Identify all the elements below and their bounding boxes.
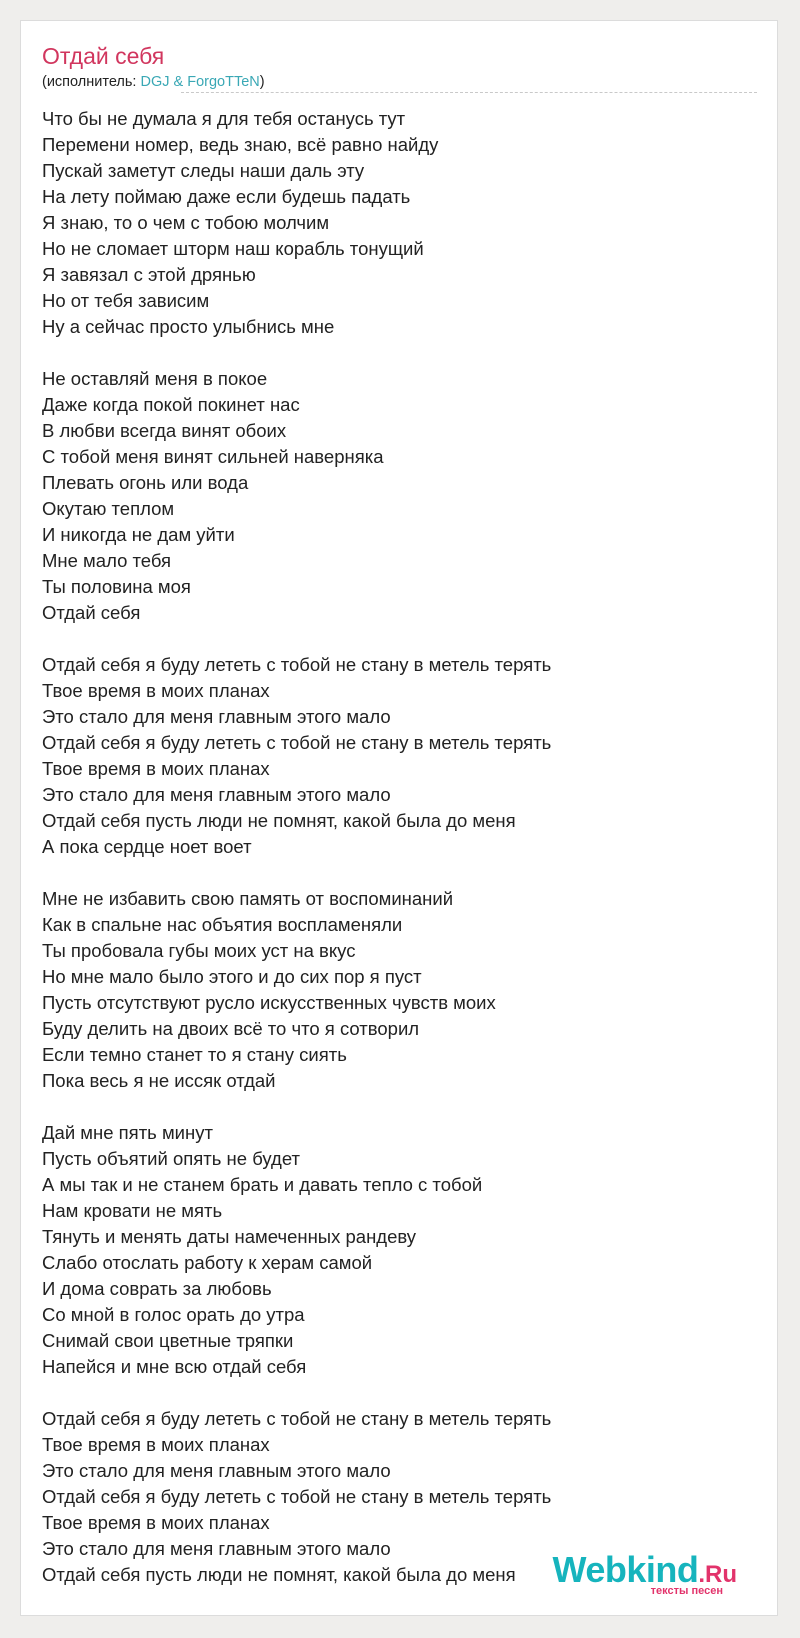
lyric-line: Я завязал с этой дрянью <box>42 264 256 285</box>
stanza <box>42 652 762 860</box>
lyric-line: Со мной в голос орать до утра <box>42 1304 305 1325</box>
lyric-line: Ты пробовала губы моих уст на вкус <box>42 940 356 961</box>
lyric-line: Окутаю теплом <box>42 498 175 519</box>
lyric-line: И дома соврать за любовь <box>42 1278 272 1299</box>
title-divider <box>181 92 757 93</box>
lyric-line: Дай мне пять минут <box>42 1122 213 1143</box>
lyric-line: Это стало для меня главным этого мало <box>42 706 391 727</box>
lyric-line: Ну а сейчас просто улыбнись мне <box>42 316 335 337</box>
lyric-line: Отдай себя пусть люди не помнят, какой была до меня <box>42 1564 516 1585</box>
lyric-line: Тянуть и менять даты намеченных рандеву <box>42 1226 417 1247</box>
artist-line <box>42 73 265 91</box>
lyric-line: И никогда не дам уйти <box>42 524 235 545</box>
stanza <box>42 106 762 340</box>
stanza <box>42 1120 762 1380</box>
lyric-line: Это стало для меня главным этого мало <box>42 1460 391 1481</box>
logo-suffix: .Ru <box>698 1561 737 1588</box>
artist-suffix: ) <box>259 74 265 90</box>
lyric-line: Если темно станет то я стану сиять <box>42 1044 347 1065</box>
lyric-line: Не оставляй меня в покое <box>42 368 268 389</box>
lyrics-card <box>20 20 778 1616</box>
lyric-line: А пока сердце ноет воет <box>42 836 252 857</box>
lyric-line: В любви всегда винят обоих <box>42 420 287 441</box>
lyric-line: Что бы не думала я для тебя останусь тут <box>42 108 406 129</box>
lyric-line: С тобой меня винят сильней наверняка <box>42 446 384 467</box>
webkind-logo <box>552 1549 737 1597</box>
lyric-line: Пока весь я не иссяк отдай <box>42 1070 276 1091</box>
lyric-line: Отдай себя <box>42 602 141 623</box>
stanza <box>42 366 762 626</box>
logo-brand: Webkind <box>552 1549 699 1590</box>
lyric-line: Пускай заметут следы наши даль эту <box>42 160 365 181</box>
lyric-line: Буду делить на двоих всё то что я сотворил <box>42 1018 420 1039</box>
lyric-line: Твое время в моих планах <box>42 1434 270 1455</box>
lyric-line: Но мне мало было этого и до сих пор я пуст <box>42 966 422 987</box>
lyric-line: Ты половина моя <box>42 576 191 597</box>
lyric-line: Перемени номер, ведь знаю, всё равно найду <box>42 134 439 155</box>
lyric-line: Отдай себя я буду лететь с тобой не стану в метель терять <box>42 1486 552 1507</box>
lyric-line: Слабо отослать работу к херам самой <box>42 1252 373 1273</box>
lyric-line: Но не сломает шторм наш корабль тонущий <box>42 238 424 259</box>
lyric-line: Напейся и мне всю отдай себя <box>42 1356 307 1377</box>
song-title: Отдай себя <box>42 43 165 69</box>
lyric-line: Пусть отсутствуют русло искусственных чувств моих <box>42 992 496 1013</box>
lyric-line: Нам кровати не мять <box>42 1200 223 1221</box>
lyric-line: Плевать огонь или вода <box>42 472 249 493</box>
lyric-line: Даже когда покой покинет нас <box>42 394 300 415</box>
lyric-line: Отдай себя я буду лететь с тобой не стану в метель терять <box>42 1408 552 1429</box>
lyric-line: Мне мало тебя <box>42 550 172 571</box>
artist-link[interactable]: DGJ & ForgoTTeN <box>140 74 260 90</box>
stanza <box>42 886 762 1094</box>
lyric-line: Мне не избавить свою память от воспоминаний <box>42 888 454 909</box>
lyric-line: Как в спальне нас объятия воспламеняли <box>42 914 403 935</box>
lyric-line: Отдай себя пусть люди не помнят, какой была до меня <box>42 810 516 831</box>
lyric-line: Твое время в моих планах <box>42 758 270 779</box>
lyric-line: А мы так и не станем брать и давать тепло с тобой <box>42 1174 483 1195</box>
logo-tagline: тексты песен <box>650 1585 723 1597</box>
lyric-line: Я знаю, то о чем с тобою молчим <box>42 212 330 233</box>
lyric-line: Твое время в моих планах <box>42 1512 270 1533</box>
lyric-line: На лету поймаю даже если будешь падать <box>42 186 411 207</box>
artist-prefix: (исполнитель: <box>42 74 141 90</box>
lyrics-text <box>42 106 762 1614</box>
lyric-line: Пусть объятий опять не будет <box>42 1148 300 1169</box>
lyric-line: Снимай свои цветные тряпки <box>42 1330 294 1351</box>
lyric-line: Это стало для меня главным этого мало <box>42 784 391 805</box>
lyric-line: Но от тебя зависим <box>42 290 210 311</box>
lyric-line: Отдай себя я буду лететь с тобой не стану в метель терять <box>42 732 552 753</box>
lyric-line: Твое время в моих планах <box>42 680 270 701</box>
lyric-line: Это стало для меня главным этого мало <box>42 1538 391 1559</box>
lyric-line: Отдай себя я буду лететь с тобой не стану в метель терять <box>42 654 552 675</box>
